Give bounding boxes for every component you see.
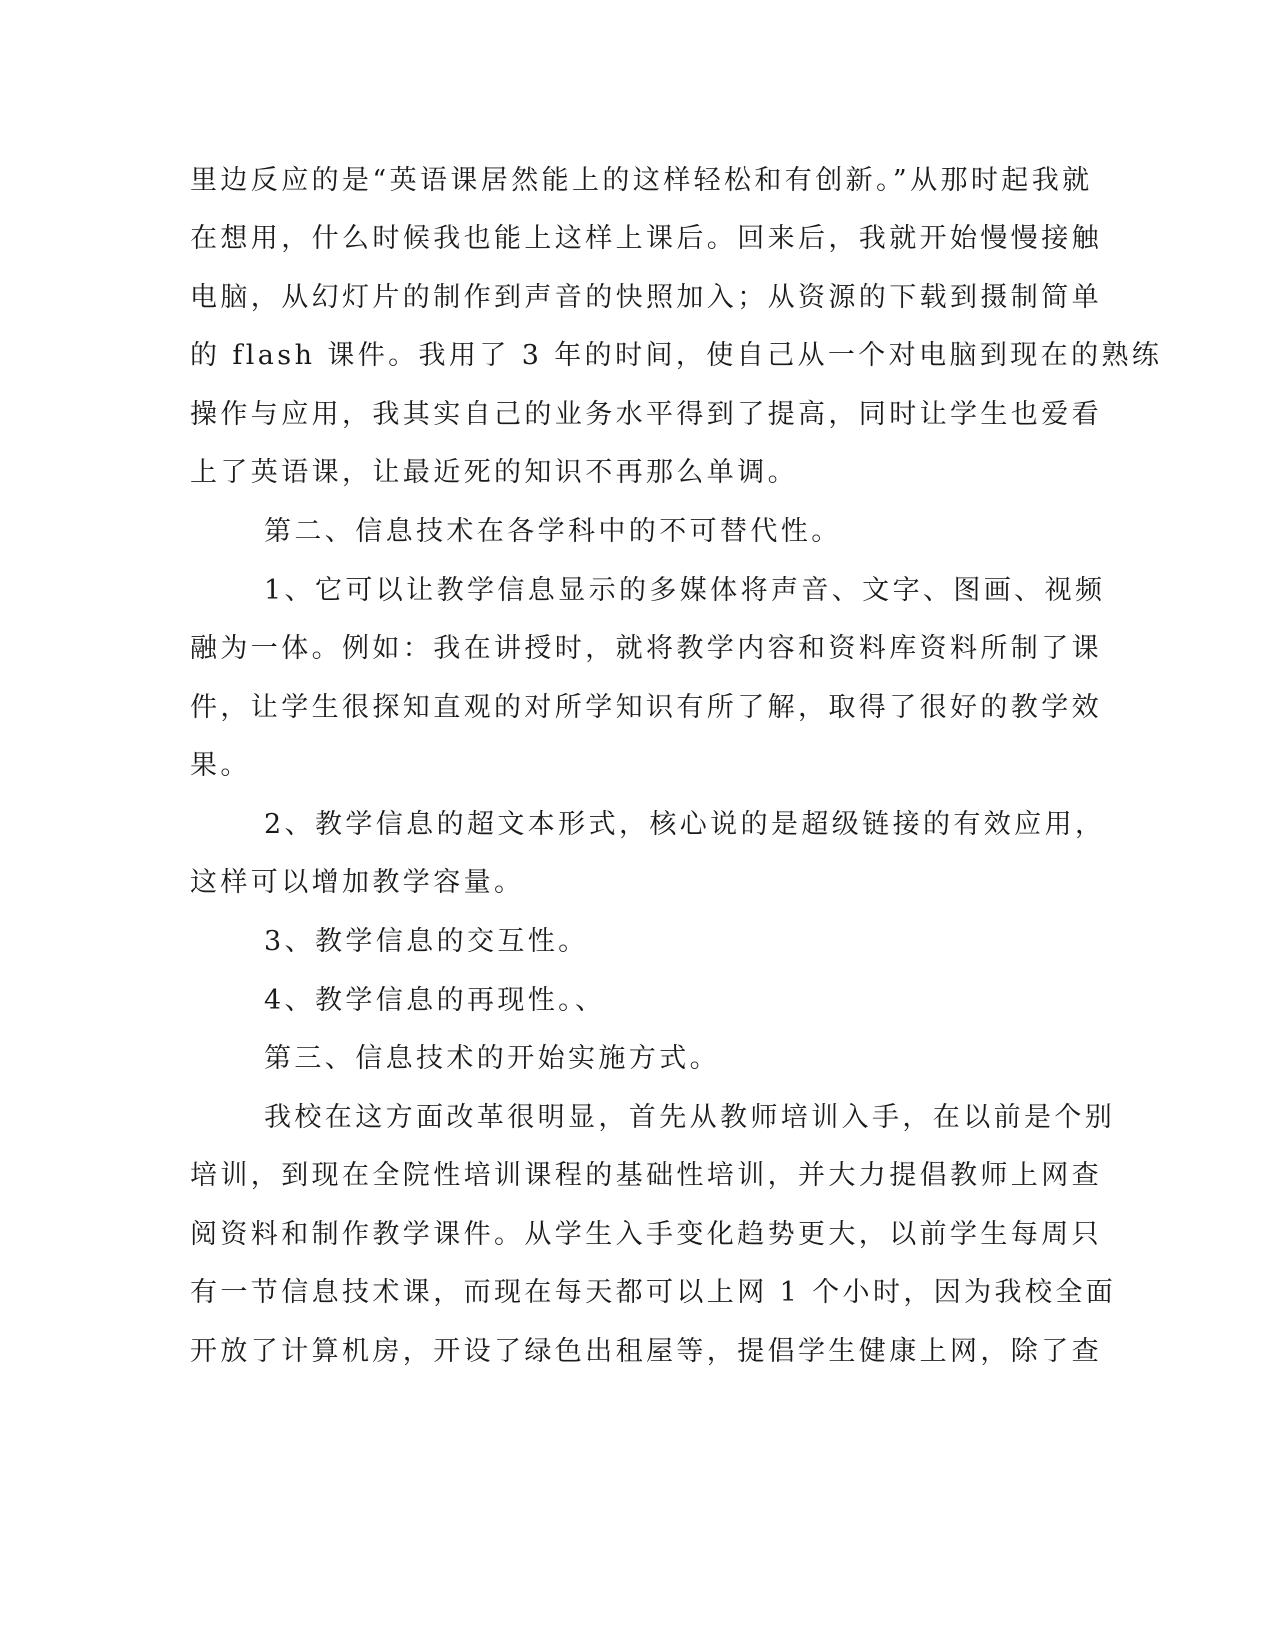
- text-line: 在想用，什么时候我也能上这样上课后。回来后，我就开始慢慢接触: [190, 223, 1102, 254]
- text-line: 电脑，从幻灯片的制作到声音的快照加入；从资源的下载到摄制简单: [190, 282, 1102, 313]
- text-line: 培训，到现在全院性培训课程的基础性培训，并大力提倡教师上网查: [190, 1160, 1102, 1191]
- section-heading: 第三、信息技术的开始实施方式。: [264, 1043, 720, 1074]
- text-line: 件，让学生很探知直观的对所学知识有所了解，取得了很好的教学效: [190, 692, 1102, 723]
- list-item: 4、教学信息的再现性。、: [264, 985, 606, 1016]
- text-line: 开放了计算机房，开设了绿色出租屋等，提倡学生健康上网，除了查: [190, 1336, 1102, 1367]
- text-line: 操作与应用，我其实自己的业务水平得到了提高，同时让学生也爱看: [190, 399, 1102, 430]
- list-item: 3、教学信息的交互性。: [264, 926, 589, 957]
- text-line: 果。: [190, 750, 251, 781]
- text-line: 阅资料和制作教学课件。从学生入手变化趋势更大，以前学生每周只: [190, 1219, 1102, 1250]
- section-heading: 第二、信息技术在各学科中的不可替代性。: [264, 516, 842, 547]
- paragraph-start: 我校在这方面改革很明显，首先从教师培训入手，在以前是个别: [264, 1102, 1116, 1133]
- list-item: 1、它可以让教学信息显示的多媒体将声音、文字、图画、视频: [264, 575, 1106, 606]
- text-line: 融为一体。例如：我在讲授时，就将教学内容和资料库资料所制了课: [190, 633, 1102, 664]
- text-line: 里边反应的是“英语课居然能上的这样轻松和有创新。”从那时起我就: [190, 165, 1093, 196]
- text-line: 的 flash 课件。我用了 3 年的时间，使自己从一个对电脑到现在的熟练: [190, 340, 1163, 371]
- list-item: 2、教学信息的超文本形式，核心说的是超级链接的有效应用，: [264, 809, 1106, 840]
- text-line: 这样可以增加教学容量。: [190, 867, 525, 898]
- text-line: 有一节信息技术课，而现在每天都可以上网 1 个小时，因为我校全面: [190, 1277, 1117, 1308]
- text-line: 上了英语课，让最近死的知识不再那么单调。: [190, 457, 798, 488]
